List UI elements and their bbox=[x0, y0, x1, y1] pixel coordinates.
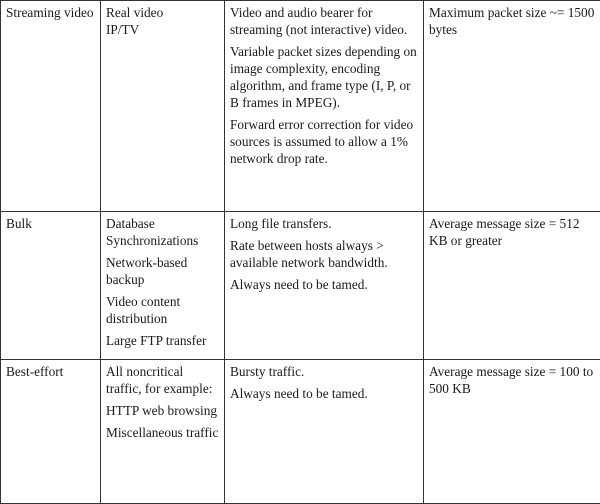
application-item: Real video bbox=[106, 4, 219, 21]
application-item: Miscellaneous traffic bbox=[106, 424, 219, 441]
characteristics-cell bbox=[424, 212, 600, 360]
table-row bbox=[1, 212, 600, 360]
traffic-class-label: Best-effort bbox=[6, 364, 63, 379]
description-paragraph: Bursty traffic. bbox=[230, 363, 418, 380]
description-paragraph: Rate between hosts always > available network bandwidth. bbox=[230, 237, 418, 271]
description-paragraph: Video and audio bearer for streaming (not interactive) video. bbox=[230, 4, 418, 38]
application-item: Large FTP transfer bbox=[106, 332, 219, 349]
table-row bbox=[1, 360, 600, 504]
traffic-class-cell bbox=[1, 1, 101, 212]
description-paragraph: Always need to be tamed. bbox=[230, 385, 418, 402]
description-cell bbox=[225, 360, 424, 504]
table-row bbox=[1, 1, 600, 212]
characteristics-cell bbox=[424, 1, 600, 212]
description-paragraph: Forward error correction for video sources is assumed to allow a 1% network drop rate. bbox=[230, 116, 418, 167]
characteristics-text: Average message size = 100 to 500 KB bbox=[429, 364, 593, 396]
description-cell bbox=[225, 212, 424, 360]
application-item: IP/TV bbox=[106, 21, 219, 38]
application-item: All noncritical traffic, for example: bbox=[106, 363, 219, 397]
traffic-class-label: Bulk bbox=[6, 216, 32, 231]
table-body bbox=[1, 1, 600, 504]
applications-cell bbox=[101, 212, 225, 360]
description-paragraph: Long file transfers. bbox=[230, 215, 418, 232]
traffic-class-cell bbox=[1, 360, 101, 504]
application-item: HTTP web browsing bbox=[106, 402, 219, 419]
traffic-class-label: Streaming video bbox=[6, 5, 94, 20]
characteristics-cell bbox=[424, 360, 600, 504]
description-paragraph: Variable packet sizes depending on image complexity, encoding algorithm, and frame type (I, P, or B frames in MPEG). bbox=[230, 43, 418, 111]
traffic-class-cell bbox=[1, 212, 101, 360]
application-item: Network-based backup bbox=[106, 254, 219, 288]
application-item: Database Synchronizations bbox=[106, 215, 219, 249]
application-item: Video content distribution bbox=[106, 293, 219, 327]
description-paragraph: Always need to be tamed. bbox=[230, 276, 418, 293]
applications-cell bbox=[101, 360, 225, 504]
applications-cell bbox=[101, 1, 225, 212]
description-cell bbox=[225, 1, 424, 212]
characteristics-text: Average message size = 512 KB or greater bbox=[429, 216, 580, 248]
characteristics-text: Maximum packet size ~= 1500 bytes bbox=[429, 5, 594, 37]
